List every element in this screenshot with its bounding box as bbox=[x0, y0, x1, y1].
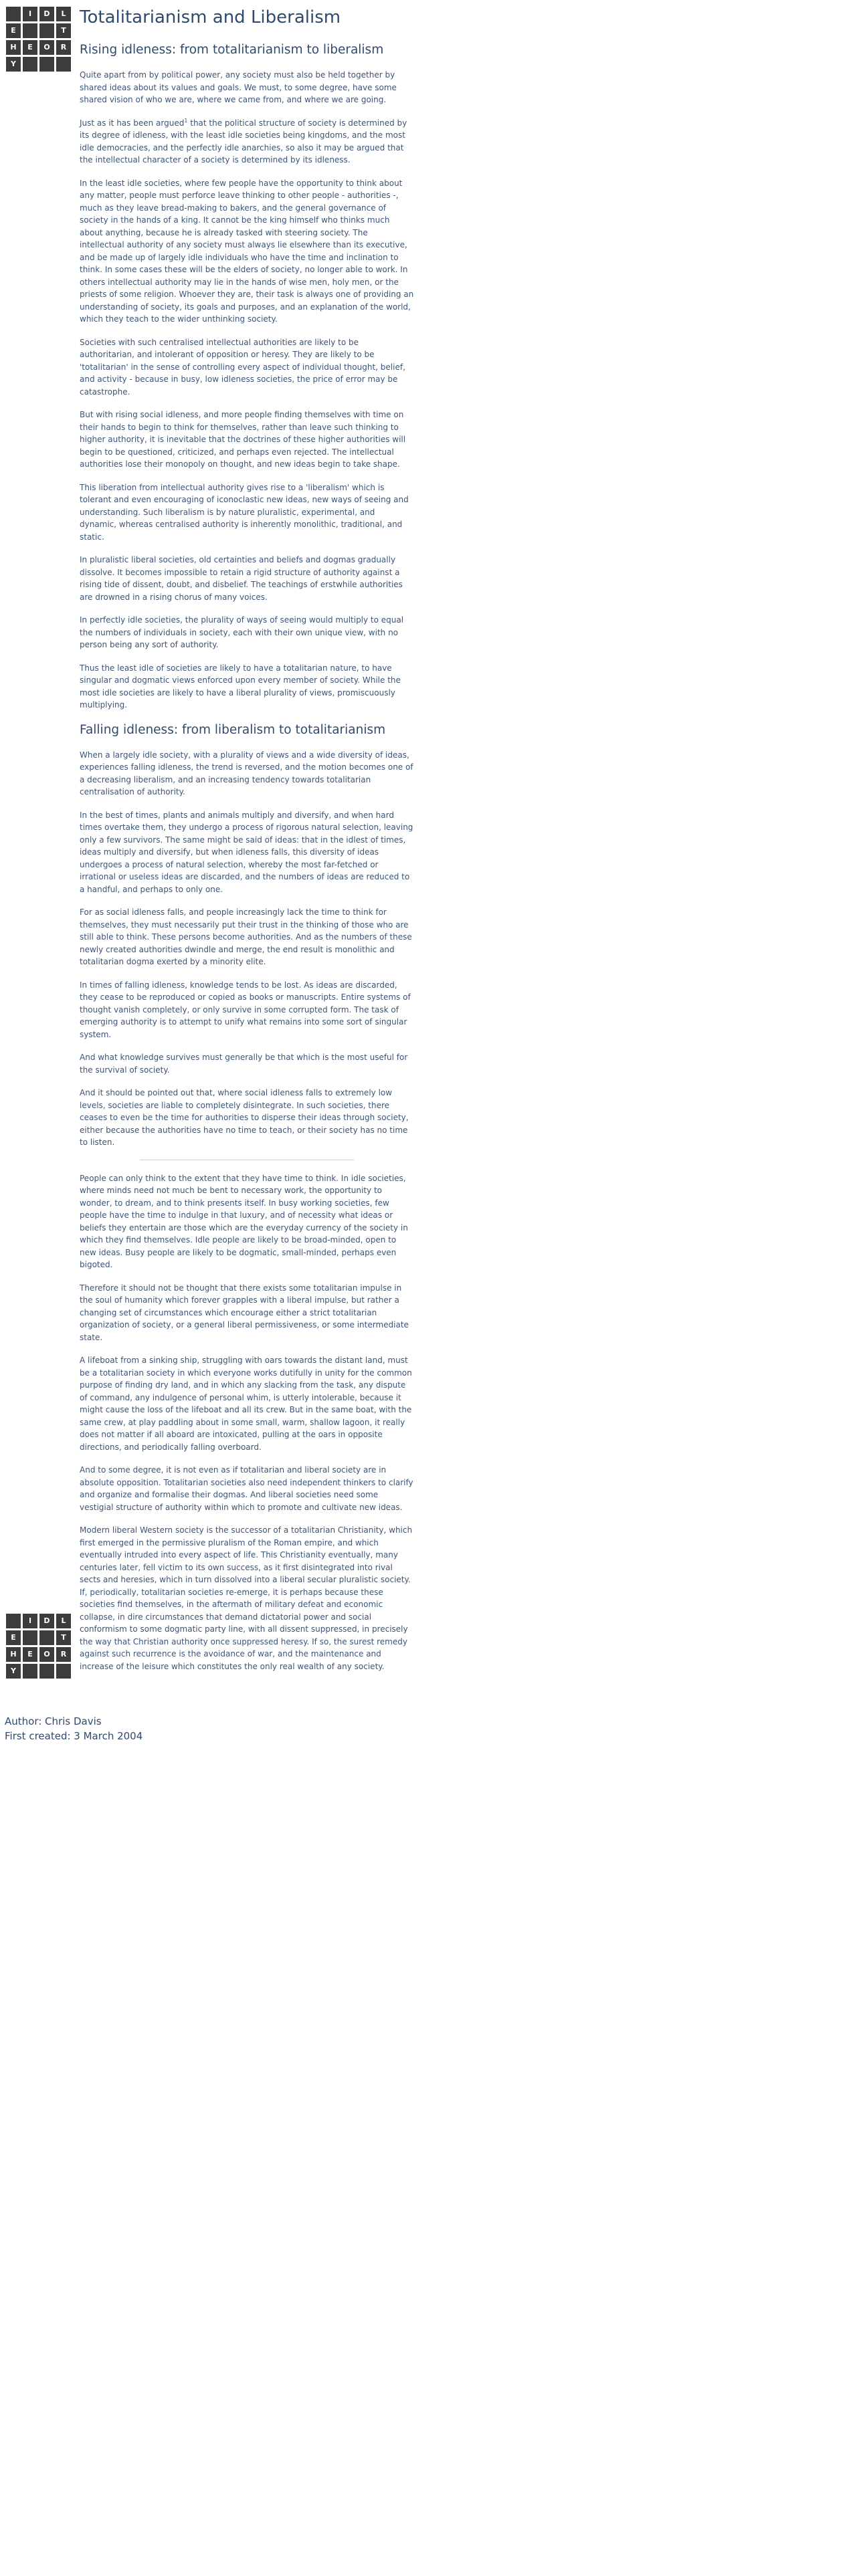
logo-cell: H bbox=[6, 40, 21, 55]
paragraph: In pluralistic liberal societies, old certainties and beliefs and dogmas gradually dissolve. It becomes impossible to retain a rigid structure of authority against a rising tide of dissent, doubt, and disbelief. The teachings of erstwhile authorities are drowned in a rising chorus of many voices. bbox=[80, 555, 403, 602]
logo-cell: T bbox=[56, 1630, 71, 1645]
paragraph: This liberation from intellectual authority gives rise to a 'liberalism' which is tolerant and even encouraging of iconoclastic new ideas, new ways of seeing and understanding. Such liberalism is by nature pluralistic, experimental, and dynamic, whereas centralised authority is inherently monolithic, traditional, and static. bbox=[80, 482, 409, 542]
paragraph-text: Just as it has been argued bbox=[80, 118, 185, 128]
paragraph: For as social idleness falls, and people increasingly lack the time to think for themselves, they must necessarily put their trust in the thinking of those who are still able to think. These persons become authorities. And as the numbers of these newly created authorities dwindle and merge, the end result is monolithic and totalitarian dogma exerted by a minority elite. bbox=[80, 907, 412, 966]
logo-cell: E bbox=[23, 1647, 37, 1662]
paragraph-text: that the political structure of society is determined by its degree of idleness, with the least idle societies being kingdoms, and the most idle democracies, and the perfectly idle anarchies, so also it may be argued that the intellectual character of a society is determined by its idleness. bbox=[80, 118, 407, 165]
paragraph: In the least idle societies, where few people have the opportunity to think about any matter, people must perforce leave thinking to other people - authorities -, much as they leave bread-making to bakers, and the general governance of society in the hands of a king. It cannot be the king himself who thinks much about anything, because he is already tasked with steering society. The intellectual authority of any society must always lie elsewhere than its executive, and be made up of largely idle individuals who have the time and inclination to think. In some cases these will be the elders of society, no longer able to work. In others intellectual authority may lie in the hands of wise men, holy men, or the priests of some religion. Whoever they are, their task is always one of providing an understanding of society, its goals and purposes, and an explanation of the world, which they teach to the wider unthinking society. bbox=[80, 178, 414, 324]
article bbox=[80, 6, 414, 1683]
logo-cell bbox=[23, 1630, 37, 1645]
logo-cell: R bbox=[56, 1647, 71, 1662]
logo-cell: D bbox=[39, 7, 54, 21]
logo-cell bbox=[56, 1664, 71, 1679]
paragraph: When a largely idle society, with a plurality of views and a wide diversity of ideas, experiences falling idleness, the trend is reversed, and the motion becomes one of a decreasing liberalism, and an increasing tendency towards totalitarian centralisation of authority. bbox=[80, 750, 413, 796]
logo-cell: Y bbox=[6, 1664, 21, 1679]
paragraph: In the best of times, plants and animals multiply and diversify, and when hard times overtake them, they undergo a process of rigorous natural selection, leaving only a few survivors. The same might be said of ideas: that in the idlest of times, ideas multiply and diversify, but when idleness falls, this diversity of ideas undergoes a process of natural selection, whereby the most far-fetched or irrational or useless ideas are discarded, and the numbers of ideas are reduced to a handful, and perhaps to only one. bbox=[80, 810, 413, 894]
logo-cell: T bbox=[56, 23, 71, 38]
paragraph: Therefore it should not be thought that there exists some totalitarian impulse in the soul of humanity which forever grapples with a liberal impulse, but rather a changing set of circumstances which encourage either a strict totalitarian organization of society, or a general liberal permissiveness, or some intermediate state. bbox=[80, 1283, 409, 1342]
logo-cell bbox=[39, 1664, 54, 1679]
paragraph: A lifeboat from a sinking ship, struggling with oars towards the distant land, must be a totalitarian society in which everyone works dutifully in unity for the common purpose of finding dry land, and in which any slacking from the task, any dispute of command, any indulgence of personal whim, is utterly intolerable, because it might cause the loss of the lifeboat and all its crew. But in the same boat, with the same crew, at play paddling about in some small, warm, shallow lagoon, it really does not matter if all aboard are intoxicated, pulling at the oars in opposite directions, and periodically falling overboard. bbox=[80, 1356, 412, 1452]
logo-cell bbox=[39, 23, 54, 38]
paragraph: But with rising social idleness, and more people finding themselves with time on their hands to begin to think for themselves, rather than leave such thinking to higher authority, it is inevitable that the doctrines of these higher authorities will begin to be questioned, criticized, and perhaps even rejected. The intellectual authorities lose their monopoly on thought, and new ideas begin to take shape. bbox=[80, 410, 406, 469]
logo-cell bbox=[23, 57, 37, 72]
logo-cell bbox=[56, 57, 71, 72]
logo-cell: L bbox=[56, 7, 71, 21]
paragraph: Thus the least idle of societies are likely to have a totalitarian nature, to have singular and dogmatic views enforced upon every member of society. While the most idle societies are likely to have a liberal plurality of views, promiscuously multiplying. bbox=[80, 663, 401, 710]
logo-cell bbox=[23, 1664, 37, 1679]
paragraph: People can only think to the extent that they have time to think. In idle societies, where minds need not much be bent to necessary work, the opportunity to wonder, to dream, and to think presents itself. In busy working societies, few people have the time to indulge in that luxury, and of necessity what ideas or beliefs they entertain are those which are the everyday currency of the society in which they find themselves. Idle people are likely to be broad-minded, open to new ideas. Busy people are likely to be dogmatic, small-minded, perhaps even bigoted. bbox=[80, 1173, 408, 1269]
logo-cell: O bbox=[39, 40, 54, 55]
paragraph: Societies with such centralised intellectual authorities are likely to be authoritarian, and intolerant of opposition or heresy. They are likely to be 'totalitarian' in the sense of controlling every aspect of individual thought, belief, and activity - because in busy, low idleness societies, the price of error may be catastrophe. bbox=[80, 337, 405, 397]
paragraph: In perfectly idle societies, the plurality of ways of seeing would multiply to equal the numbers of individuals in society, each with their own unique view, with no person being any sort of authority. bbox=[80, 615, 404, 649]
created-date: First created: 3 March 2004 bbox=[5, 1730, 143, 1742]
logo-cell: E bbox=[6, 23, 21, 38]
logo-cell bbox=[6, 1614, 21, 1628]
article-footer bbox=[5, 1714, 142, 1743]
section-heading-falling-idleness: Falling idleness: from liberalism to totalitarianism bbox=[80, 722, 386, 737]
paragraph bbox=[80, 117, 414, 167]
logo-cell: O bbox=[39, 1647, 54, 1662]
paragraph: Modern liberal Western society is the successor of a totalitarian Christianity, which first emerged in the permissive pluralism of the Roman empire, and which eventually intruded into every aspect of life. This Christianity eventually, many centuries later, fell victim to its own success, as it first disintegrated into rival sects and heresies, which in turn dissolved into a liberal secular pluralistic society. If, periodically, totalitarian societies re-emerge, it is perhaps because these societies find themselves, in the aftermath of military defeat and economic collapse, in dire circumstances that demand dictatorial power and social conformism to some dogmatic party line, with all dissent suppressed, in precisely the way that Christian authority once suppressed heresy. If so, the surest remedy against such recurrence is the avoidance of war, and the maintenance and increase of the leisure which constitutes the only real wealth of any society. bbox=[80, 1525, 413, 1671]
footnote-link[interactable]: 1 bbox=[184, 117, 188, 124]
paragraph: And what knowledge survives must generally be that which is the most useful for the survival of society. bbox=[80, 1053, 408, 1075]
paragraph: And it should be pointed out that, where social idleness falls to extremely low levels, societies are liable to completely disintegrate. In such societies, there ceases to even be the time for authorities to disperse their ideas through society, either because the authorities have no time to teach, or their society has no time to listen. bbox=[80, 1088, 409, 1147]
idle-theory-logo[interactable] bbox=[6, 7, 71, 72]
idle-theory-logo[interactable] bbox=[6, 1614, 71, 1679]
logo-cell bbox=[39, 57, 54, 72]
logo-cell bbox=[6, 7, 21, 21]
logo-cell: Y bbox=[6, 57, 21, 72]
logo-cell: R bbox=[56, 40, 71, 55]
logo-cell bbox=[23, 23, 37, 38]
logo-cell: I bbox=[23, 7, 37, 21]
logo-cell: H bbox=[6, 1647, 21, 1662]
paragraph: In times of falling idleness, knowledge tends to be lost. As ideas are discarded, they cease to be reproduced or copied as books or manuscripts. Entire systems of thought vanish completely, or only survive in some corrupted form. The task of emerging authority is to attempt to unify what remains into some sort of singular system. bbox=[80, 980, 411, 1039]
logo-cell: E bbox=[23, 40, 37, 55]
page-title: Totalitarianism and Liberalism bbox=[80, 7, 341, 27]
logo-cell: E bbox=[6, 1630, 21, 1645]
logo-cell: D bbox=[39, 1614, 54, 1628]
paragraph: Quite apart from by political power, any society must also be held together by shared ideas about its values and goals. We must, to some degree, have some shared vision of who we are, where we came from, and where we are going. bbox=[80, 70, 397, 104]
logo-cell: L bbox=[56, 1614, 71, 1628]
logo-cell: I bbox=[23, 1614, 37, 1628]
author-line: Author: Chris Davis bbox=[5, 1715, 102, 1727]
section-heading-rising-idleness: Rising idleness: from totalitarianism to liberalism bbox=[80, 43, 384, 57]
paragraph: And to some degree, it is not even as if totalitarian and liberal society are in absolute opposition. Totalitarian societies also need independent thinkers to clarify and organize and formalise their dogmas. And liberal societies need some vestigial structure of authority within which to promote and cultivate new ideas. bbox=[80, 1465, 413, 1512]
logo-cell bbox=[39, 1630, 54, 1645]
